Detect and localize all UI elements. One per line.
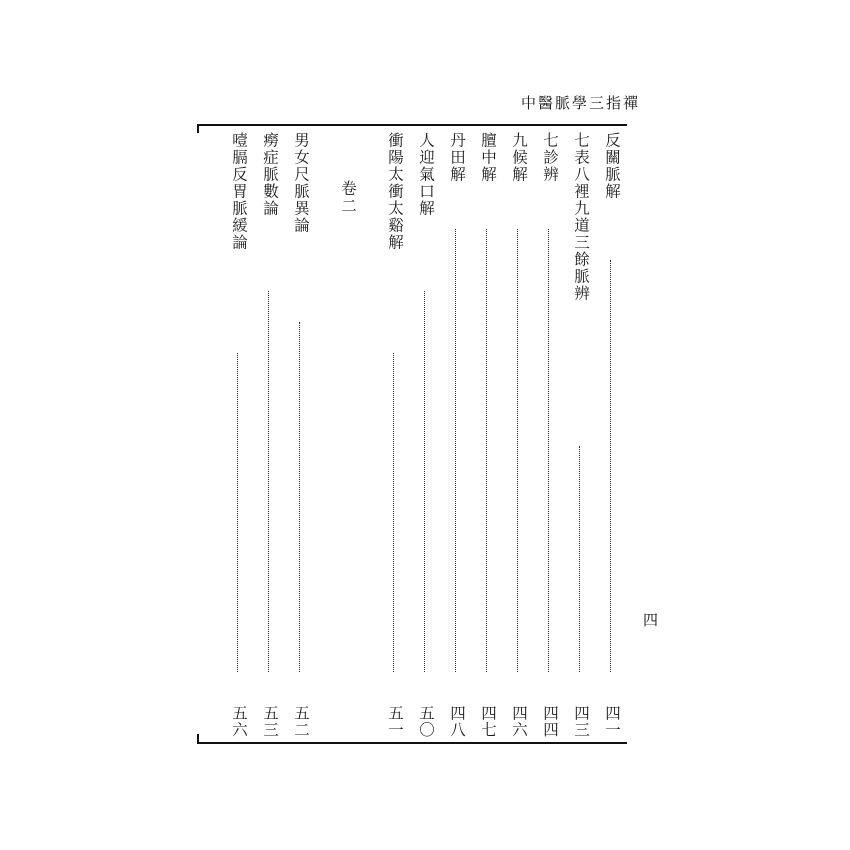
toc-entry-page-number: 四四 [541,705,559,738]
toc-leader-dots [393,353,394,672]
toc-leader-dots [610,260,611,672]
table-of-contents [197,132,627,738]
toc-entry-page-number: 五六 [230,705,248,738]
toc-entry-page-number: 四八 [448,705,466,738]
toc-entry-title: 九候解 [510,132,528,183]
toc-column-gap [316,132,332,738]
toc-entry-title: 七表八裡九道三餘脈辨 [572,132,590,302]
toc-leader-dots [455,229,456,672]
toc-volume-heading [332,132,363,738]
toc-entry-title: 人迎氣口解 [417,132,435,217]
toc-entry-page-number: 五二 [292,705,310,738]
toc-entry-page-number: 五〇 [417,705,435,738]
toc-entry[interactable] [285,132,316,738]
running-header: 中醫脈學三指禪 [520,94,640,112]
toc-entry-title: 七診辨 [541,132,559,183]
toc-volume-heading-label: 卷二 [339,180,357,215]
toc-entry[interactable] [534,132,565,738]
folio-number: 四 [641,612,659,627]
toc-entry[interactable] [441,132,472,738]
toc-entry-title: 噎膈反胃脈緩論 [230,132,248,251]
toc-entry-title: 丹田解 [448,132,466,183]
toc-entry-page-number: 五一 [386,705,404,738]
toc-entry-title: 膻中解 [479,132,497,183]
toc-entry[interactable] [254,132,285,738]
toc-entry[interactable] [596,132,627,738]
toc-leader-dots [579,446,580,672]
toc-entry[interactable] [223,132,254,738]
toc-entry-title: 癆症脈數論 [261,132,279,217]
toc-top-rule [197,124,627,126]
toc-leader-dots [486,229,487,672]
toc-leader-dots [237,353,238,672]
toc-entry-title: 反關脈解 [603,132,621,200]
toc-entry[interactable] [503,132,534,738]
toc-entry-page-number: 五三 [261,705,279,738]
toc-entry[interactable] [565,132,596,738]
toc-entry[interactable] [410,132,441,738]
toc-leader-dots [299,322,300,672]
toc-entry-title: 男女尺脈異論 [292,132,310,234]
toc-leader-dots [268,291,269,672]
toc-column-gap [363,132,379,738]
toc-leader-dots [424,291,425,672]
toc-entry-page-number: 四七 [479,705,497,738]
toc-entry-page-number: 四一 [603,705,621,738]
toc-bottom-rule [197,742,627,744]
toc-entry[interactable] [379,132,410,738]
toc-leader-dots [517,229,518,672]
toc-entry[interactable] [472,132,503,738]
toc-leader-dots [548,229,549,672]
toc-entry-page-number: 四三 [572,705,590,738]
toc-entry-title: 衝陽太衝太谿解 [386,132,404,251]
toc-entry-page-number: 四六 [510,705,528,738]
